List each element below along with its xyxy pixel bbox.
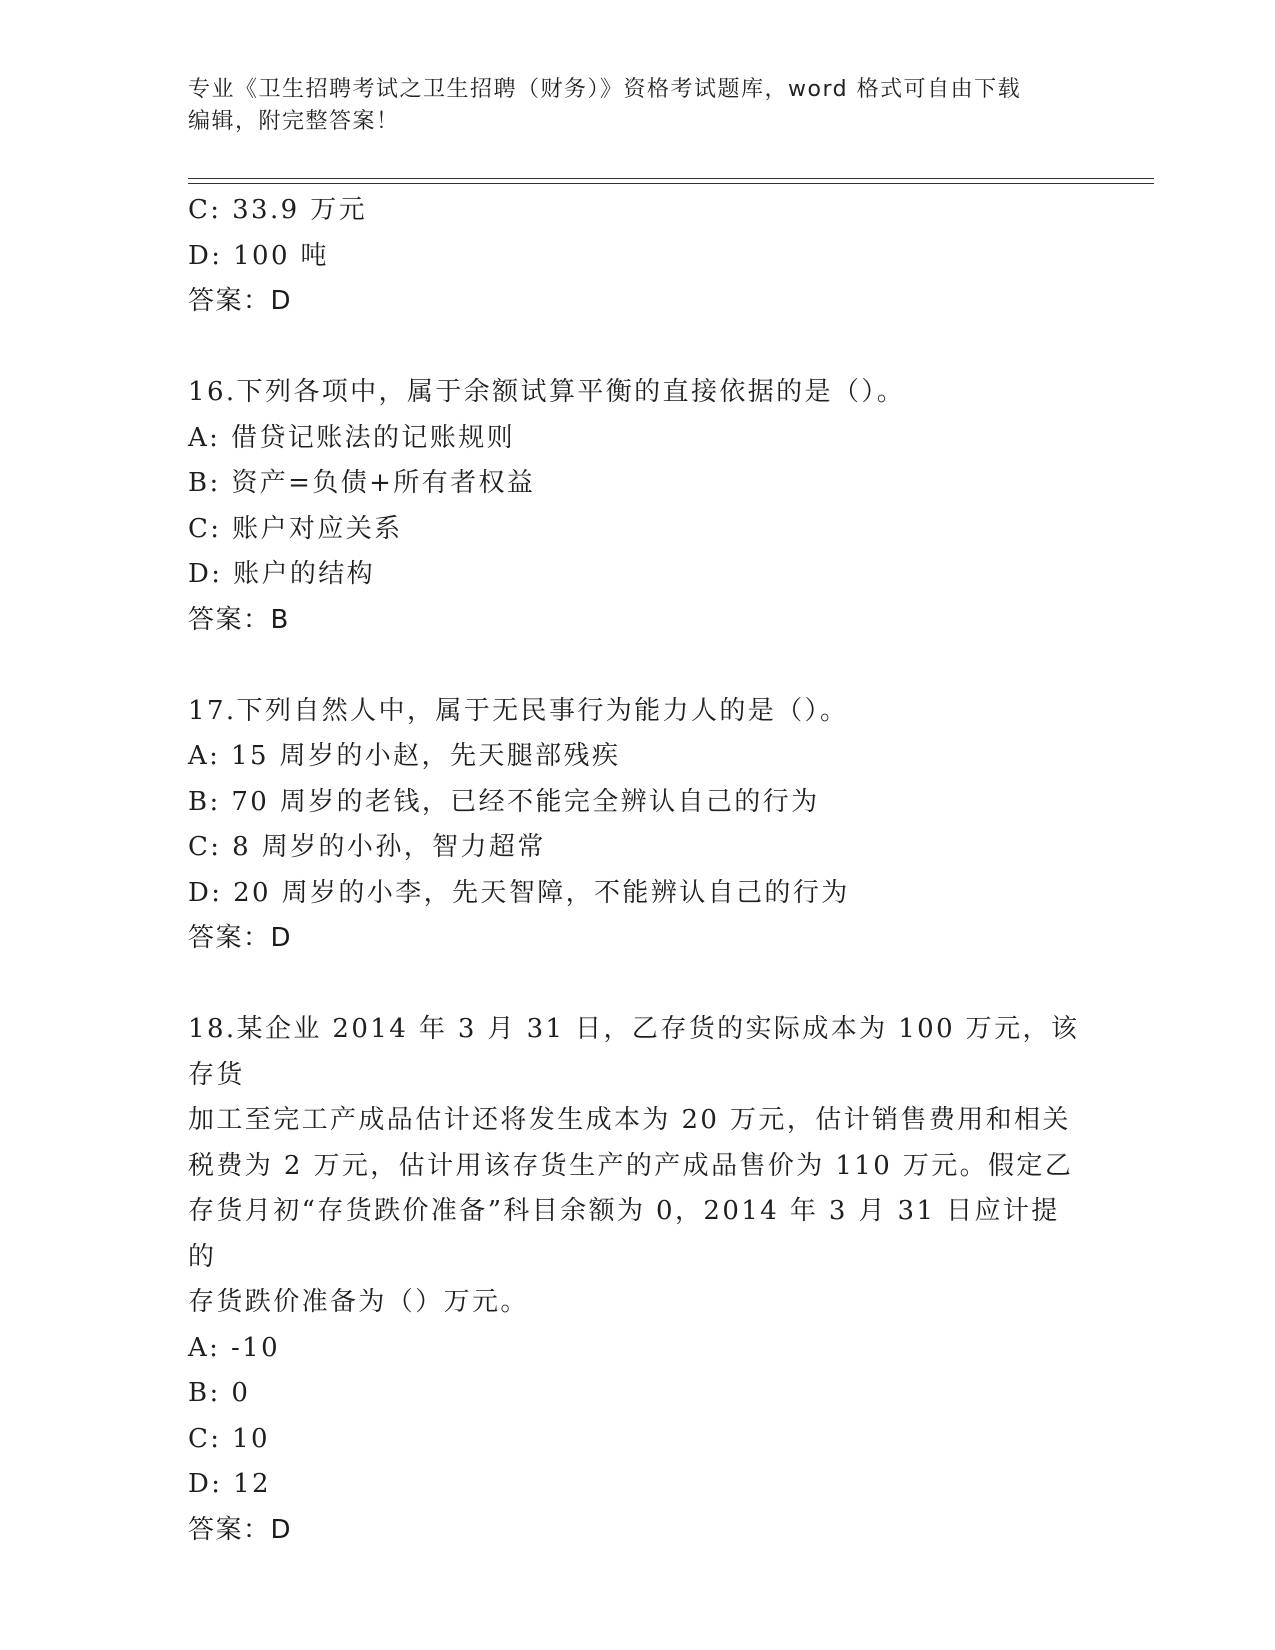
question-text-line-5: 存货跌价准备为（）万元。 bbox=[188, 1287, 529, 1317]
question-text: 16.下列各项中，属于余额试算平衡的直接依据的是（）。 bbox=[188, 377, 906, 407]
question-18 bbox=[188, 1007, 1088, 1553]
option-a: A: 15 周岁的小赵，先天腿部残疾 bbox=[188, 741, 621, 771]
option-d: D: 20 周岁的小李，先天智障，不能辨认自己的行为 bbox=[188, 877, 850, 908]
spacer bbox=[188, 962, 1088, 1008]
spacer bbox=[188, 643, 1088, 689]
option-c: C: 账户对应关系 bbox=[188, 513, 403, 544]
answer-label: 答案：B bbox=[188, 604, 290, 635]
option-c: C: 8 周岁的小孙，智力超常 bbox=[188, 832, 546, 862]
spacer bbox=[188, 325, 1088, 371]
option-a: A: 借贷记账法的记账规则 bbox=[188, 422, 516, 453]
option-b: B: 70 周岁的老钱，已经不能完全辨认自己的行为 bbox=[188, 786, 820, 817]
option-a: A: -10 bbox=[188, 1332, 281, 1363]
question-list bbox=[188, 188, 1088, 1553]
answer-label: 答案：D bbox=[188, 286, 293, 316]
question-17 bbox=[188, 689, 1088, 962]
header-rule-bottom bbox=[188, 183, 1154, 184]
question-15-tail bbox=[188, 188, 1088, 325]
answer-label: 答案：D bbox=[188, 923, 293, 953]
question-16 bbox=[188, 370, 1088, 643]
option-c: C: 10 bbox=[188, 1423, 271, 1454]
header-rule-top bbox=[188, 178, 1154, 179]
option-d: D: 100 吨 bbox=[188, 240, 329, 271]
document-header bbox=[188, 74, 1068, 138]
question-text-line-3: 税费为 2 万元，估计用该存货生产的产成品售价为 110 万元。假定乙 bbox=[188, 1150, 1074, 1181]
header-line-1: 专业《卫生招聘考试之卫生招聘（财务）》资格考试题库，word 格式可自由下载 bbox=[188, 77, 1022, 102]
question-text: 17.下列自然人中，属于无民事行为能力人的是（）。 bbox=[188, 695, 849, 726]
question-text-line-1: 18.某企业 2014 年 3 月 31 日，乙存货的实际成本为 100 万元，该存货 bbox=[188, 1014, 1080, 1090]
option-d: D: 账户的结构 bbox=[188, 559, 376, 589]
question-text-line-4: 存货月初“存货跌价准备”科目余额为 0，2014 年 3 月 31 日应计提的 bbox=[188, 1196, 1060, 1272]
option-b: B: 资产=负债+所有者权益 bbox=[188, 468, 536, 498]
answer-label: 答案：D bbox=[188, 1514, 293, 1545]
option-c: C: 33.9 万元 bbox=[188, 195, 368, 225]
question-text-line-2: 加工至完工产成品估计还将发生成本为 20 万元，估计销售费用和相关 bbox=[188, 1105, 1071, 1135]
header-line-2: 编辑，附完整答案！ bbox=[188, 109, 400, 134]
option-d: D: 12 bbox=[188, 1469, 271, 1499]
option-b: B: 0 bbox=[188, 1378, 251, 1408]
